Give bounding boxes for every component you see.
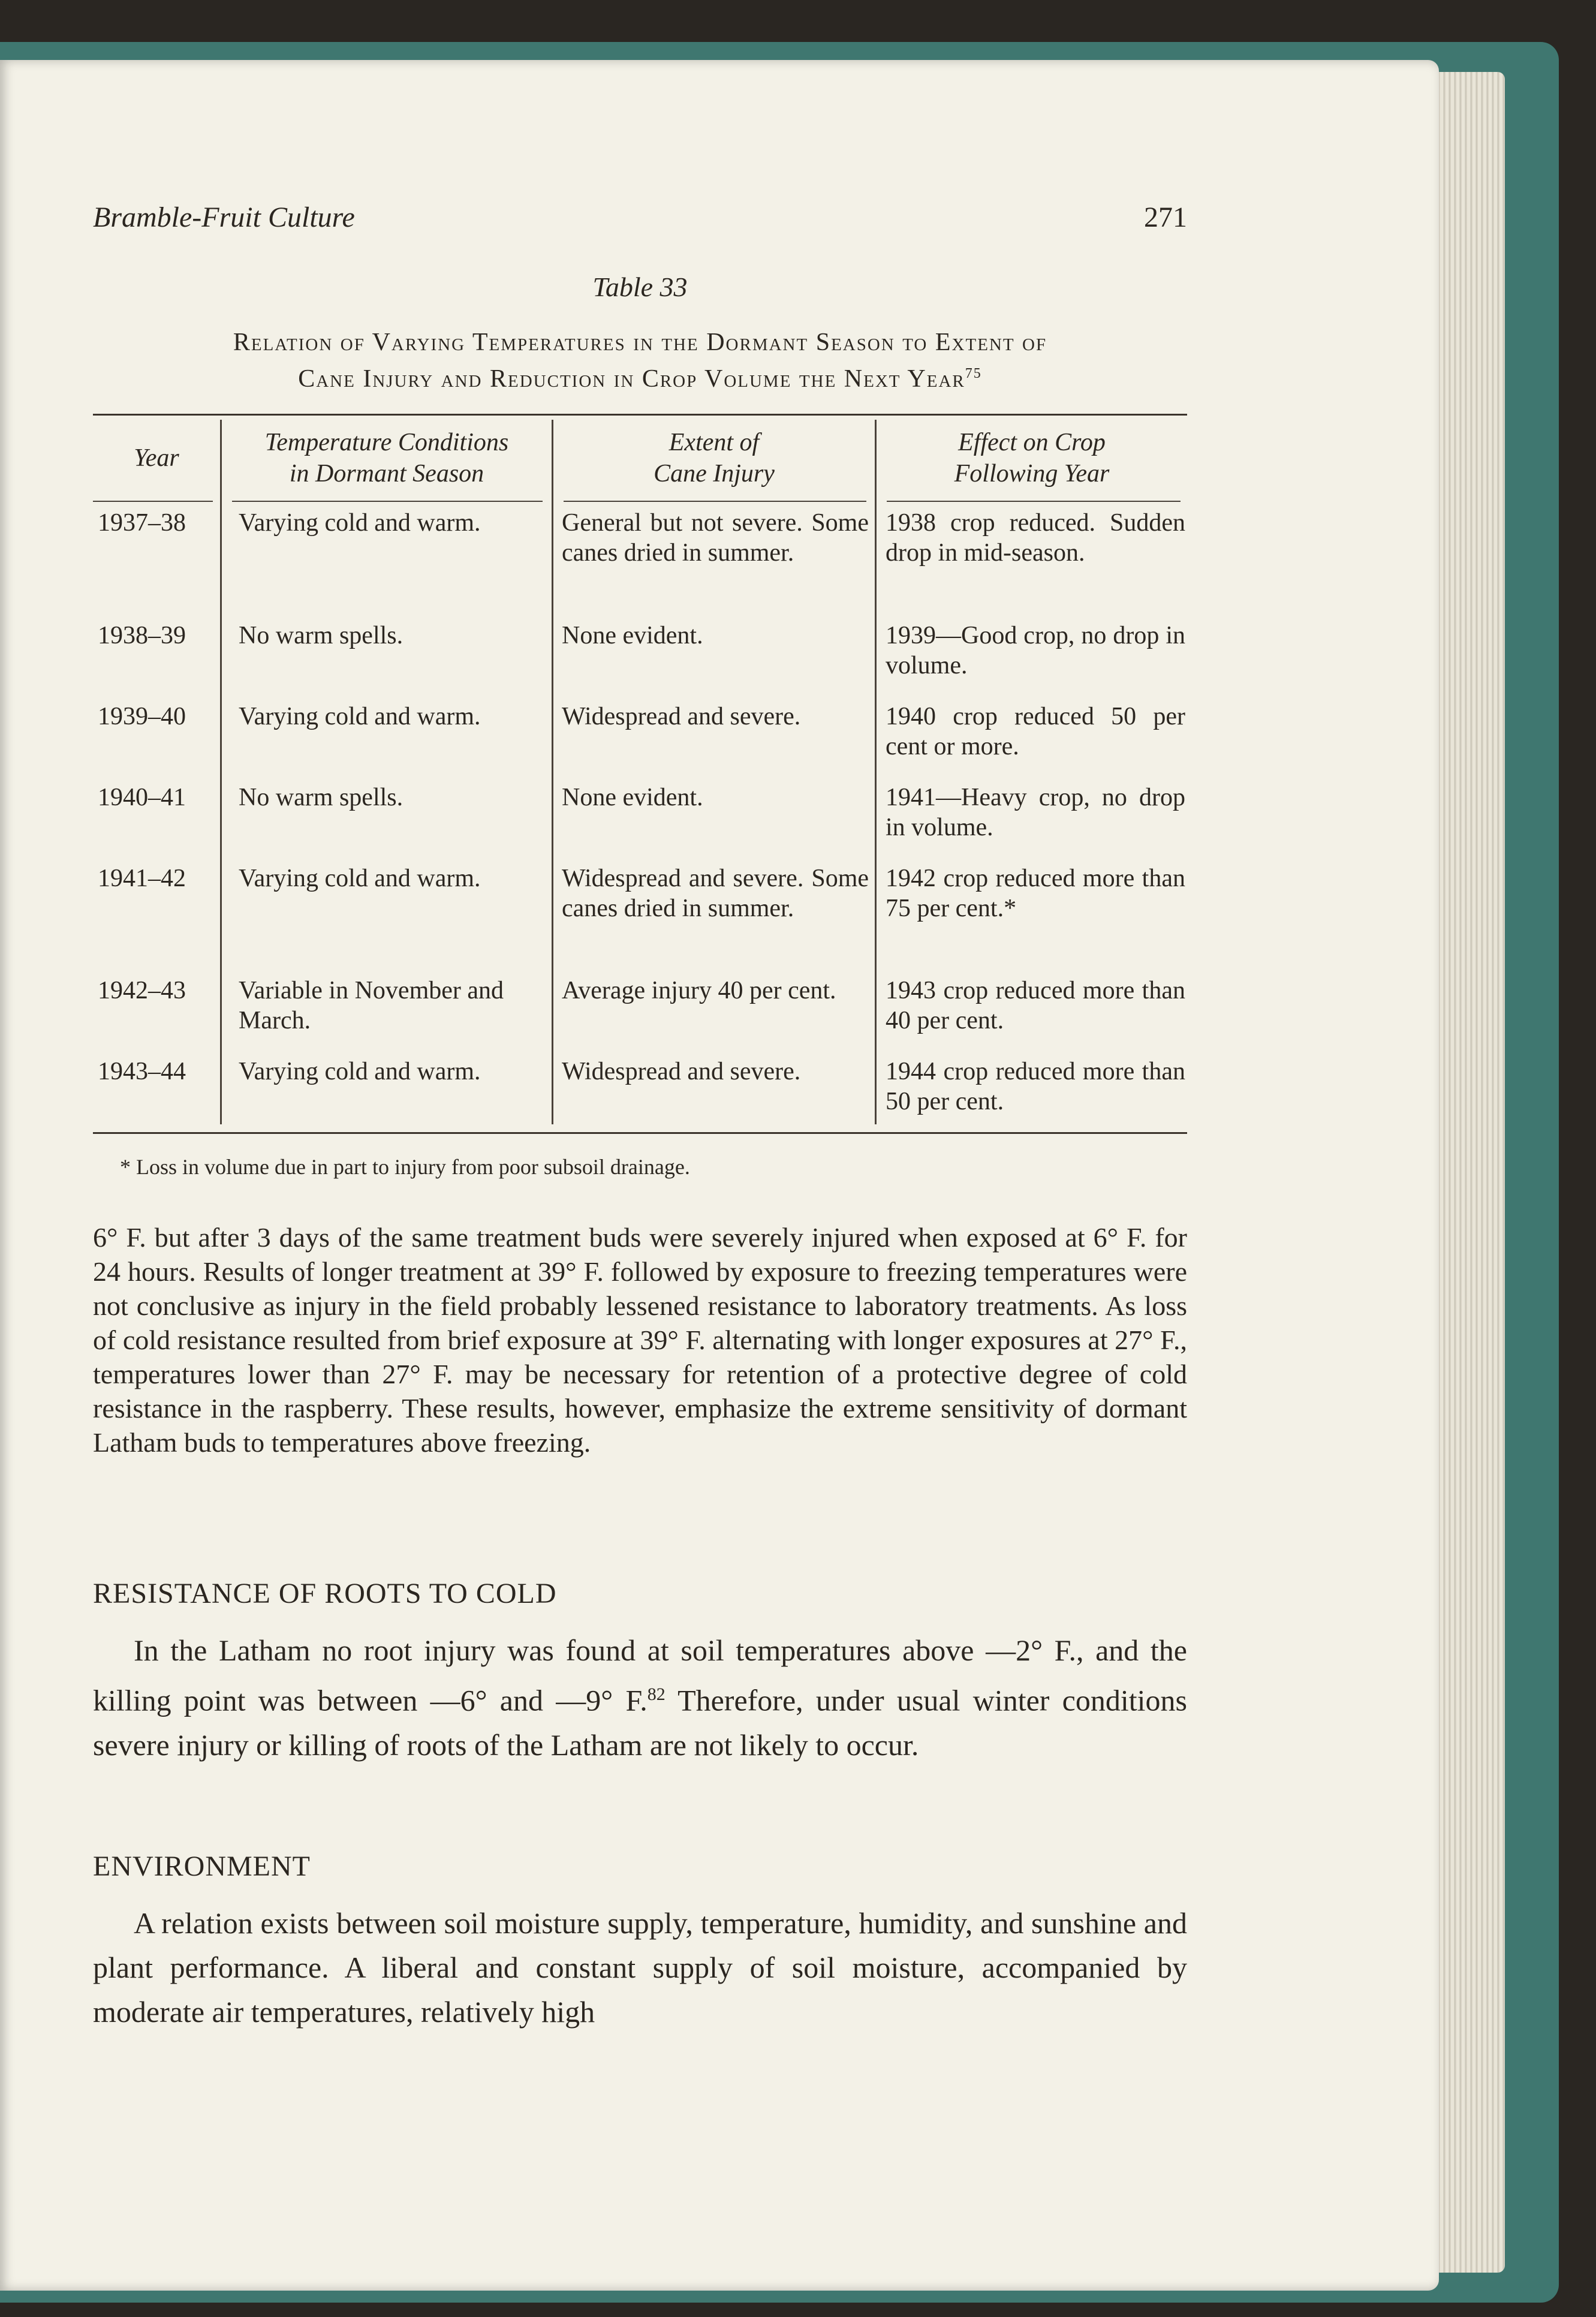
temperature-cell: Varying cold and warm. [239, 703, 481, 730]
extent-cell: Widespread and severe. [562, 703, 801, 730]
section-heading-roots [93, 1577, 556, 1610]
column-divider [552, 420, 553, 1124]
running-head [93, 201, 1187, 243]
data-table [93, 414, 1187, 1133]
year-cell: 1942–43 [98, 977, 186, 1004]
table-caption-reference: 75 [965, 366, 982, 381]
section-heading-environment [93, 1850, 311, 1883]
table-label: Table 33 [592, 272, 688, 302]
page-number: 271 [1144, 201, 1187, 233]
year-cell: 1941–42 [98, 865, 186, 892]
year-cell: 1938–39 [98, 622, 186, 649]
effect-cell: 1944 crop reduced more than 50 per cent. [886, 1058, 1185, 1115]
column-header-year: Year [134, 444, 179, 472]
effect-cell: 1943 crop reduced more than 40 per cent. [886, 977, 1185, 1034]
header-underline [564, 501, 866, 502]
effect-cell: 1941—Heavy crop, no drop in volume. [886, 784, 1185, 841]
section-heading-environment-text: ENVIRONMENT [93, 1850, 311, 1882]
column-divider [220, 420, 222, 1124]
column-divider [875, 420, 877, 1124]
column-header-extent-line-2: Cane Injury [654, 460, 775, 488]
extent-cell: None evident. [562, 622, 703, 649]
table-footnote: * Loss in volume due in part to injury from poor subsoil drainage. [120, 1155, 690, 1179]
column-header-effect [877, 427, 1187, 489]
table-caption-line-2-text: Cane Injury and Reduction in Crop Volume the Next Year [298, 365, 965, 393]
effect-cell: 1938 crop reduced. Sudden drop in mid-season. [886, 509, 1185, 567]
table-bottom-rule [93, 1132, 1187, 1134]
effect-cell: 1940 crop reduced 50 per cent or more. [886, 703, 1185, 760]
extent-cell: General but not severe. Some canes dried in summer. [562, 509, 869, 567]
year-cell: 1943–44 [98, 1058, 186, 1085]
year-cell: 1939–40 [98, 703, 186, 730]
column-header-extent [553, 427, 875, 489]
body-paragraph-2-text: In the Latham no root injury was found at soil temperatures above —2° F., and the killing point was between —6° and —9° F. [93, 1633, 1187, 1717]
table-caption-line-2 [93, 358, 1187, 395]
table-top-rule [93, 414, 1187, 416]
column-header-effect-line-1: Effect on Crop [958, 429, 1106, 456]
year-cell: 1937–38 [98, 509, 186, 537]
body-paragraph-2 [93, 1628, 1187, 1767]
column-header-temperature-line-2: in Dormant Season [289, 460, 484, 488]
running-title: Bramble-Fruit Culture [93, 201, 355, 233]
extent-cell: None evident. [562, 784, 703, 811]
temperature-cell: No warm spells. [239, 622, 403, 649]
table-caption [93, 327, 1187, 395]
extent-cell: Widespread and severe. Some canes dried in summer. [562, 865, 869, 922]
temperature-cell: Varying cold and warm. [239, 1058, 481, 1085]
header-underline [93, 501, 213, 502]
body-paragraph-3: A relation exists between soil moisture supply, temperature, humidity, and sunshine and plant performance. A liberal and constant supply of soil moisture, accompanied by moderate air temperatures, relatively high [93, 1906, 1187, 2029]
column-header-temperature-line-1: Temperature Conditions [264, 429, 509, 456]
column-header-extent-line-1: Extent of [668, 429, 760, 456]
table-caption-line-1: Relation of Varying Temperatures in the Dormant Season to Extent of [233, 329, 1047, 356]
header-underline [232, 501, 543, 502]
year-cell: 1940–41 [98, 784, 186, 811]
body-paragraph-2-text-continued: Therefore, under usual winter conditions severe injury or killing of roots of the Latham are not likely to occur. [93, 1683, 1187, 1762]
temperature-cell: No warm spells. [239, 784, 403, 811]
section-heading-roots-text: RESISTANCE OF ROOTS TO COLD [93, 1578, 557, 1609]
temperature-cell: Varying cold and warm. [239, 509, 481, 537]
body-paragraph-2-reference: 82 [647, 1684, 665, 1704]
temperature-cell: Variable in November and March. [239, 977, 504, 1034]
header-underline [887, 501, 1181, 502]
column-header-temperature [222, 427, 552, 489]
column-header-effect-line-2: Following Year [954, 460, 1110, 488]
effect-cell: 1939—Good crop, no drop in volume. [886, 622, 1185, 679]
body-paragraph-1: 6° F. but after 3 days of the same treatment buds were severely injured when exposed at 6° F. for 24 hours. Results of longer treatment at 39° F. followed by exposure to freezing temperatures were not conclusive as injury in the field probably lessened resistance to laboratory treatments. As loss of cold resistance resulted from brief exposure at 39° F. alternating with longer exposures at 27° F., temperatures lower than 27° F. may be necessary for retention of a protective degree of cold resistance in the raspberry. These results, however, emphasize the extreme sensitivity of dormant Latham buds to temperatures above freezing. [93, 1222, 1187, 1458]
extent-cell: Widespread and severe. [562, 1058, 801, 1085]
extent-cell: Average injury 40 per cent. [562, 977, 836, 1004]
temperature-cell: Varying cold and warm. [239, 865, 481, 892]
effect-cell: 1942 crop reduced more than 75 per cent.* [886, 865, 1185, 922]
